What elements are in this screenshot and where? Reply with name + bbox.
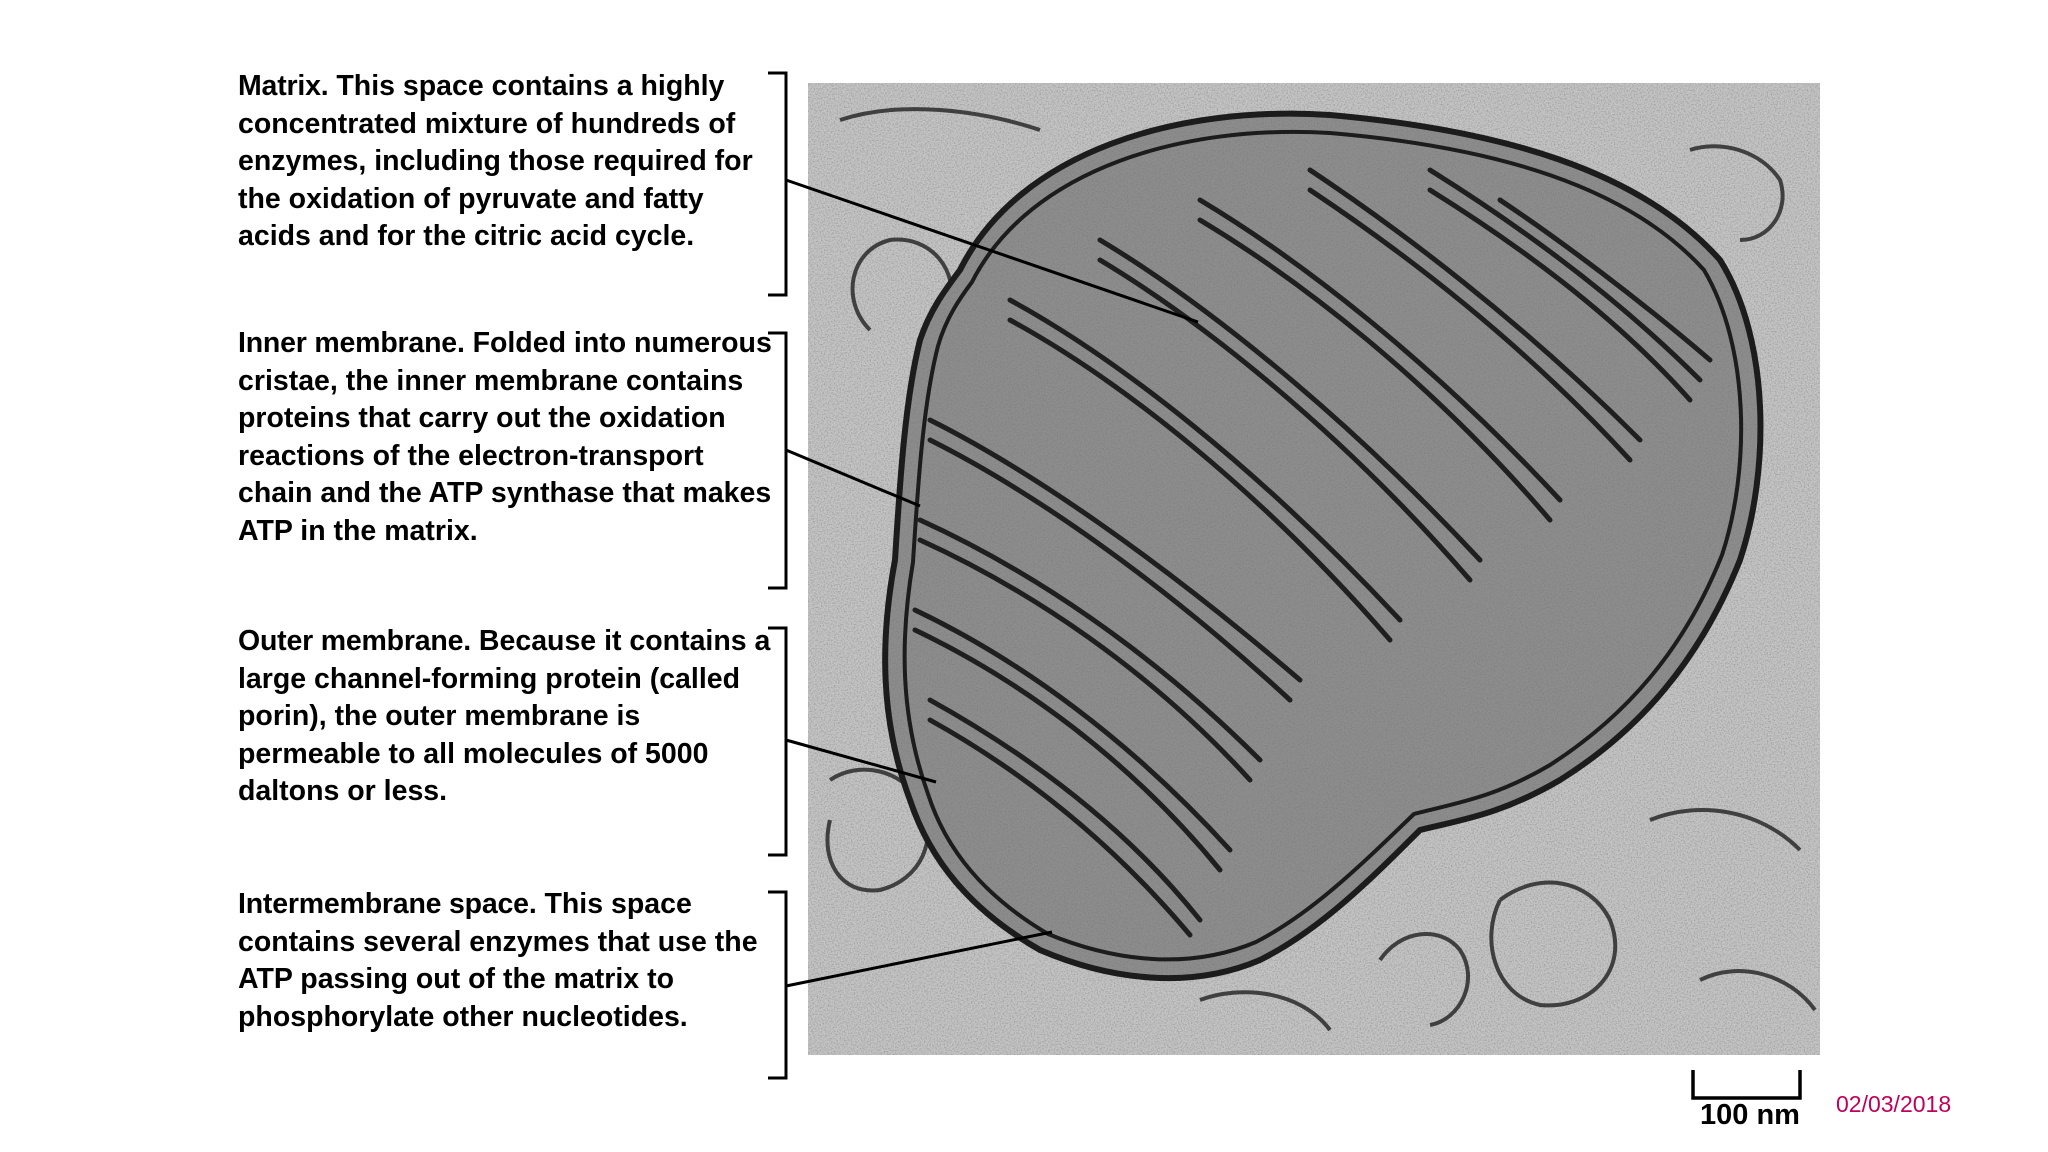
matrix-term: Matrix. <box>238 70 329 102</box>
date-stamp: 02/03/2018 <box>1836 1091 1952 1117</box>
matrix-description: This space contains a highly concentrated mixture of hundreds of enzymes, including those required for the oxidation of pyruvate and fatty acids and for the citric acid cycle. <box>238 70 753 252</box>
label-brackets <box>768 73 786 1078</box>
outer-membrane-description: Because it contains a large channel-forming protein (called porin), the outer membrane is permeable to all molecules of 5000 daltons or less. <box>238 625 771 807</box>
intermembrane-space-term: Intermembrane space. <box>238 888 537 920</box>
inner-membrane-bracket <box>768 333 786 588</box>
inner-membrane-term: Inner membrane. <box>238 327 465 359</box>
scale-bar-label: 100 nm <box>1700 1099 1800 1131</box>
electron-micrograph <box>808 83 1820 1055</box>
outer-membrane-term: Outer membrane. <box>238 625 471 657</box>
outer-membrane-bracket <box>768 628 786 855</box>
scale-bar <box>1693 1070 1800 1098</box>
inner-membrane-description: Folded into numerous cristae, the inner membrane contains proteins that carry out the oxidation reactions of the electron-transport chain and the ATP synthase that makes ATP in the matrix. <box>238 327 772 547</box>
intermembrane-space-bracket <box>768 892 786 1078</box>
matrix-bracket <box>768 73 786 295</box>
intermembrane-space-description: This space contains several enzymes that use the ATP passing out of the matrix to phosphorylate other nucleotides. <box>238 888 758 1033</box>
